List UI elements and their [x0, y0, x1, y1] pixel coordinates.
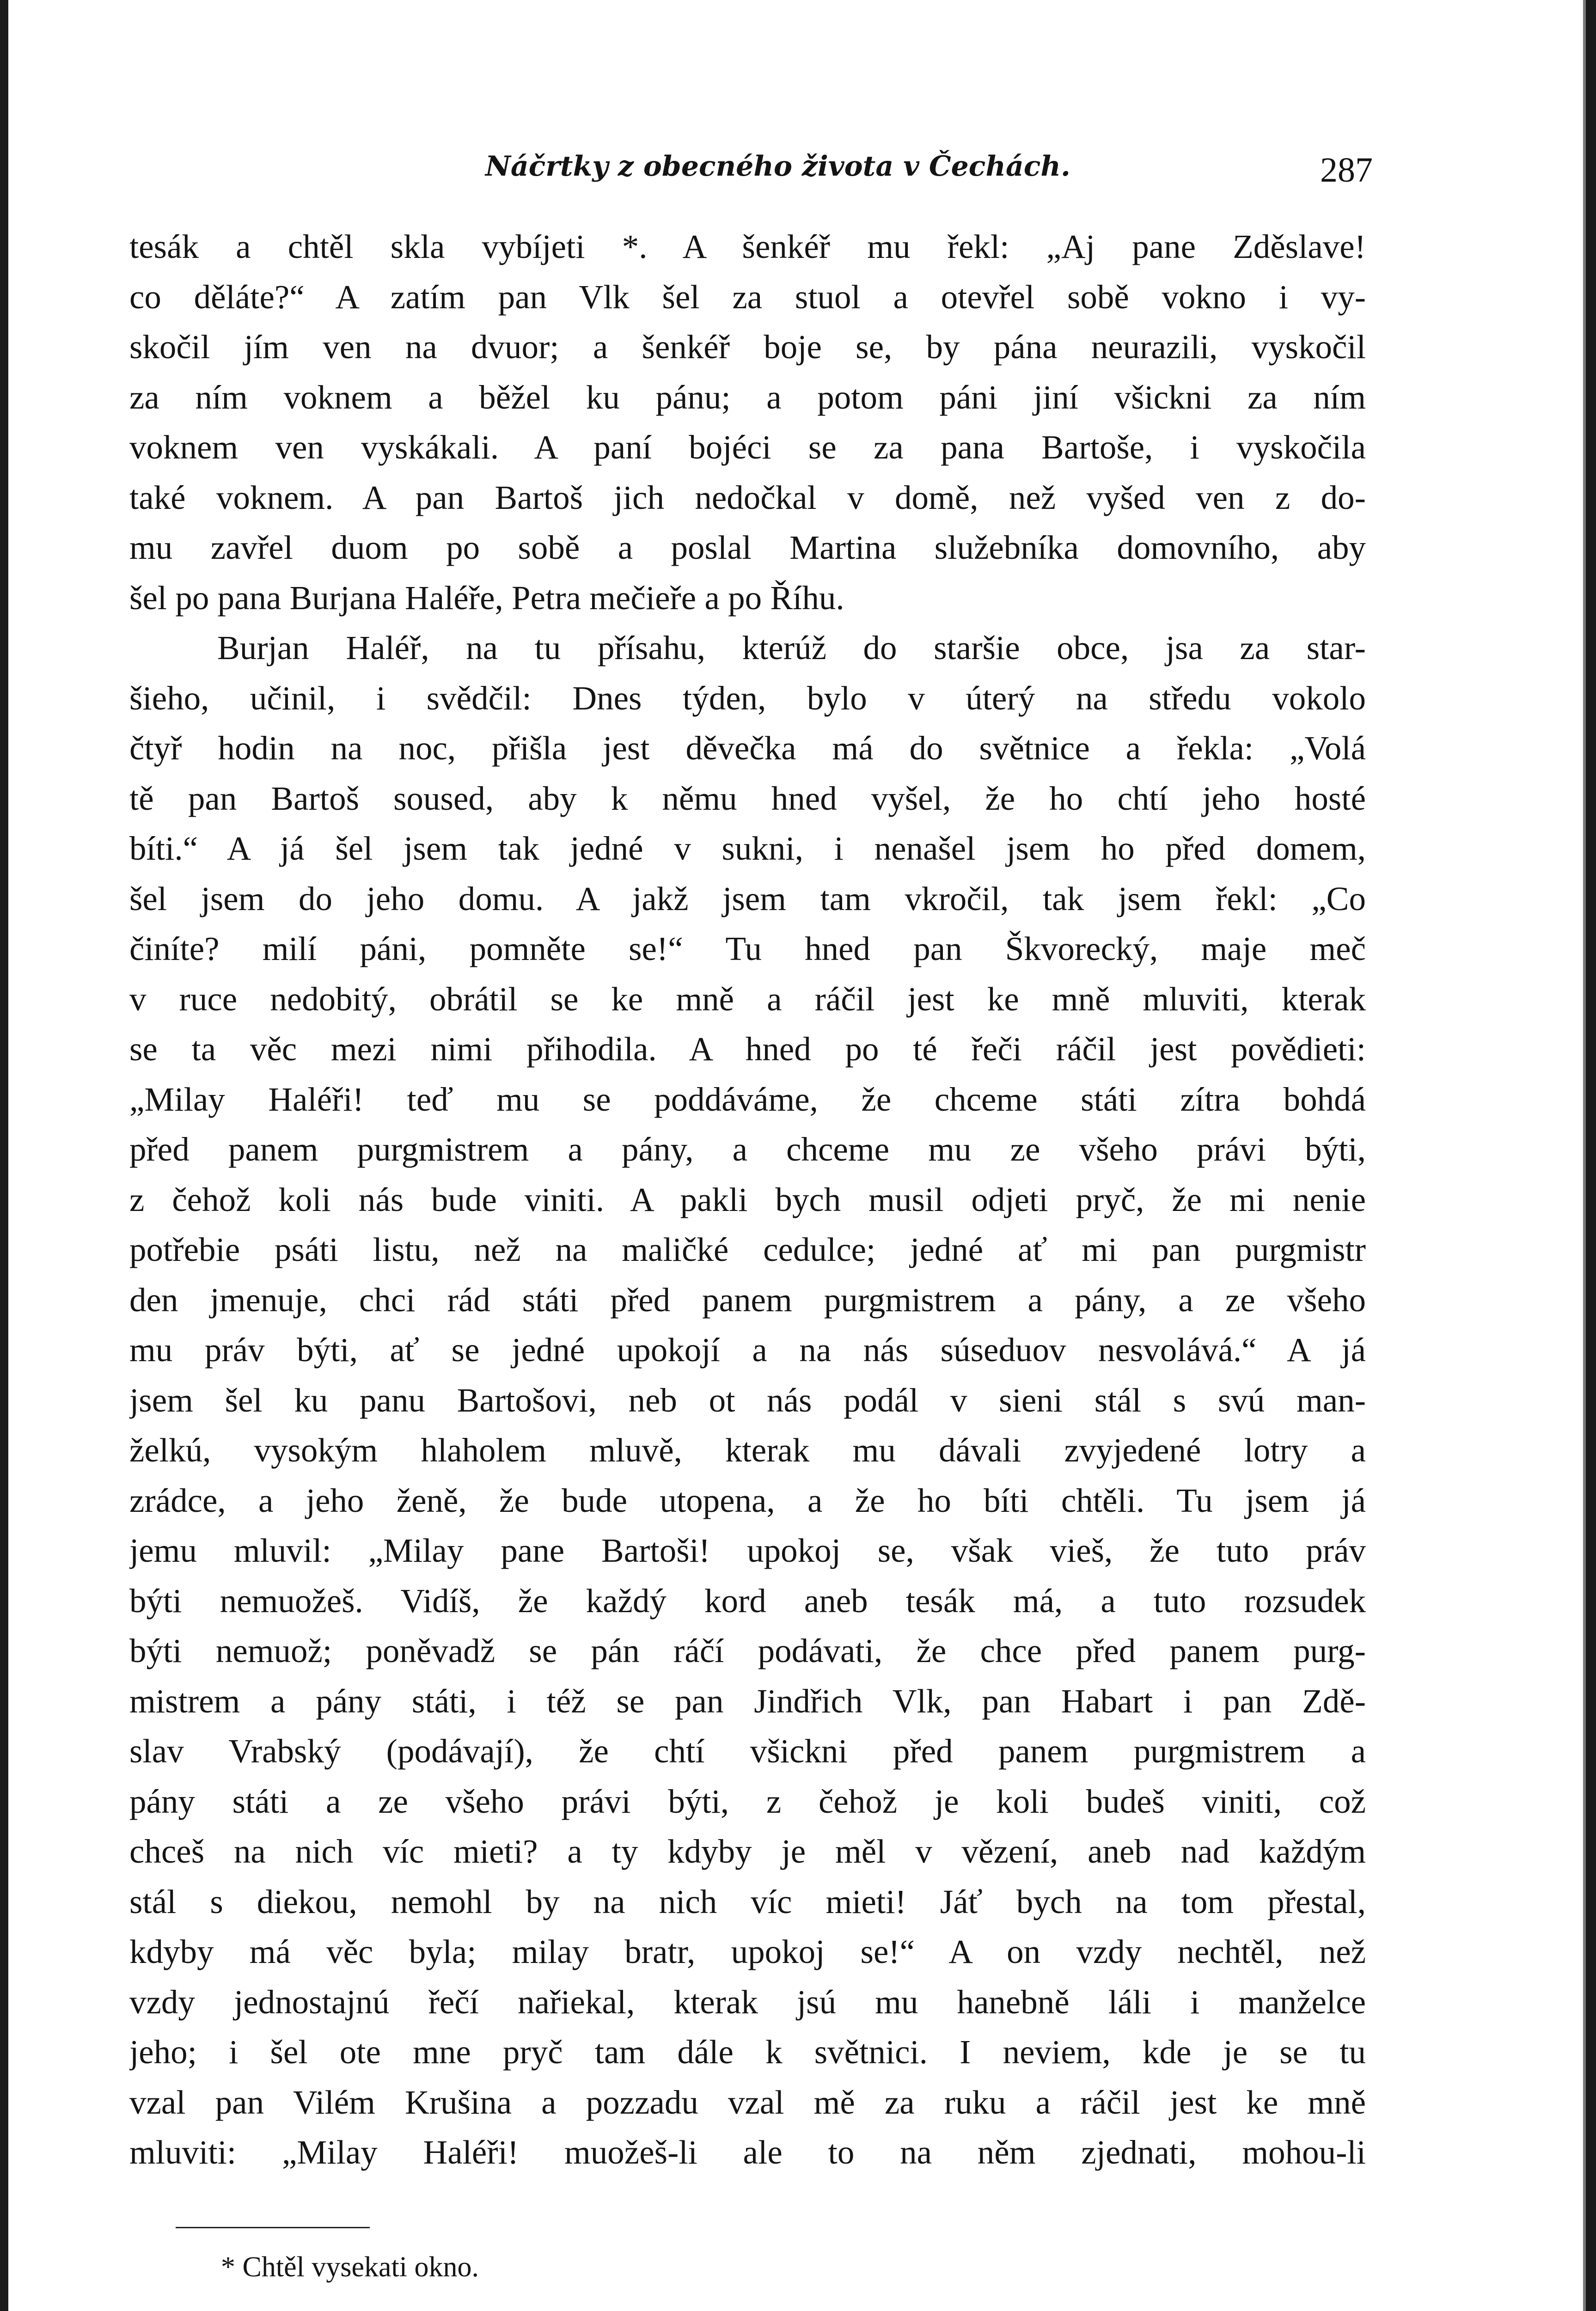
page-number: 287 [1320, 151, 1373, 190]
text-line: také voknem. A pan Bartoš jich nedočkal v domě, než vyšed ven z do- [129, 478, 1366, 516]
text-line: v ruce nedobitý, obrátil se ke mně a ráčil jest ke mně mluviti, kterak [129, 980, 1366, 1018]
text-line: kdyby má věc byla; milay bratr, upokoj se!“ A on vzdy nechtěl, než [129, 1933, 1366, 1970]
scan-left-edge [0, 0, 8, 2311]
text-line: zrádce, a jeho ženě, že bude utopena, a že ho bíti chtěli. Tu jsem já [129, 1481, 1366, 1519]
text-line: co děláte?“ A zatím pan Vlk šel za stuol a otevřel sobě vokno i vy- [129, 278, 1366, 316]
text-line: jeho; i šel ote mne pryč tam dále k světnici. I neviem, kde je se tu [129, 2033, 1366, 2071]
paragraph-first-line: Burjan Haléř, na tu přísahu, kterúž do staršie obce, jsa za star- [217, 629, 1366, 666]
text-line: den jmenuje, chci rád státi před panem purgmistrem a pány, a ze všeho [129, 1281, 1366, 1319]
text-line: pány státi a ze všeho právi býti, z čehož je koli budeš viniti, což [129, 1782, 1366, 1820]
footnote-divider [176, 2227, 370, 2228]
text-line: býti nemuožeš. Vidíš, že každý kord aneb tesák má, a tuto rozsudek [129, 1582, 1366, 1620]
text-line: želkú, vysokým hlaholem mluvě, kterak mu dávali zvyjedené lotry a [129, 1431, 1366, 1469]
text-line: voknem ven vyskákali. A paní bojéci se za pana Bartoše, i vyskočila [129, 428, 1366, 466]
text-line: býti nemuož; poněvadž se pán ráčí podávati, že chce před panem purg- [129, 1632, 1366, 1669]
text-line: „Milay Haléři! teď mu se poddáváme, že chceme státi zítra bohdá [129, 1080, 1366, 1118]
scan-right-edge [1586, 0, 1596, 2311]
text-line: tesák a chtěl skla vybíjeti *. A šenkéř mu řekl: „Aj pane Zděslave! [129, 228, 1366, 265]
page-header [129, 139, 1373, 194]
text-line: za ním voknem a běžel ku pánu; a potom páni jiní všickni za ním [129, 378, 1366, 416]
text-line: tě pan Bartoš soused, aby k němu hned vyšel, že ho chtí jeho hosté [129, 779, 1366, 817]
text-line: stál s diekou, nemohl by na nich víc mieti! Jáť bych na tom přestal, [129, 1883, 1366, 1920]
running-title: Náčrtky z obecného života v Čechách. [485, 150, 1070, 183]
text-line: před panem purgmistrem a pány, a chceme mu ze všeho právi býti, [129, 1131, 1366, 1168]
text-line: jsem šel ku panu Bartošovi, neb ot nás podál v sieni stál s svú man- [129, 1381, 1366, 1419]
text-line: mu práv býti, ať se jedné upokojí a na nás súseduov nesvolává.“ A já [129, 1331, 1366, 1369]
text-line: skočil jím ven na dvuor; a šenkéř boje se, by pána neurazili, vyskočil [129, 328, 1366, 366]
text-line: mistrem a pány státi, i též se pan Jindřich Vlk, pan Habart i pan Zdě- [129, 1682, 1366, 1720]
text-line: mu zavřel duom po sobě a poslal Martina služebníka domovního, aby [129, 529, 1366, 566]
text-line: bíti.“ A já šel jsem tak jedné v sukni, i nenašel jsem ho před domem, [129, 830, 1366, 867]
text-line: šel jsem do jeho domu. A jakž jsem tam vkročil, tak jsem řekl: „Co [129, 880, 1366, 917]
text-line: šel po pana Burjana Haléře, Petra mečieře a po Říhu. [129, 579, 844, 617]
text-line: mluviti: „Milay Haléři! muožeš-li ale to na něm zjednati, mohou-li [129, 2134, 1366, 2171]
text-line: vzal pan Vilém Krušina a pozzadu vzal mě za ruku a ráčil jest ke mně [129, 2083, 1366, 2121]
text-line: se ta věc mezi nimi přihodila. A hned po té řeči ráčil jest povědieti: [129, 1030, 1366, 1068]
text-line: potřebie psáti listu, než na maličké cedulce; jedné ať mi pan purgmistr [129, 1231, 1366, 1268]
text-line: šieho, učinil, i svědčil: Dnes týden, bylo v úterý na středu vokolo [129, 679, 1366, 717]
text-line: čtyř hodin na noc, přišla jest děvečka má do světnice a řekla: „Volá [129, 729, 1366, 767]
text-line: z čehož koli nás bude viniti. A pakli bych musil odjeti pryč, že mi nenie [129, 1180, 1366, 1218]
text-line: činíte? milí páni, pomněte se!“ Tu hned pan Škvorecký, maje meč [129, 930, 1366, 967]
text-line: chceš na nich víc mieti? a ty kdyby je měl v vězení, aneb nad každým [129, 1833, 1366, 1870]
text-line: vzdy jednostajnú řečí nařiekal, kterak jsú mu hanebně láli i manželce [129, 1983, 1366, 2021]
footnote: * Chtěl vysekati okno. [221, 2251, 479, 2283]
text-line: slav Vrabský (podávají), že chtí všickni před panem purgmistrem a [129, 1732, 1366, 1770]
text-line: jemu mluvil: „Milay pane Bartoši! upokoj se, však vieš, že tuto práv [129, 1532, 1366, 1569]
body-text [129, 222, 1366, 2178]
